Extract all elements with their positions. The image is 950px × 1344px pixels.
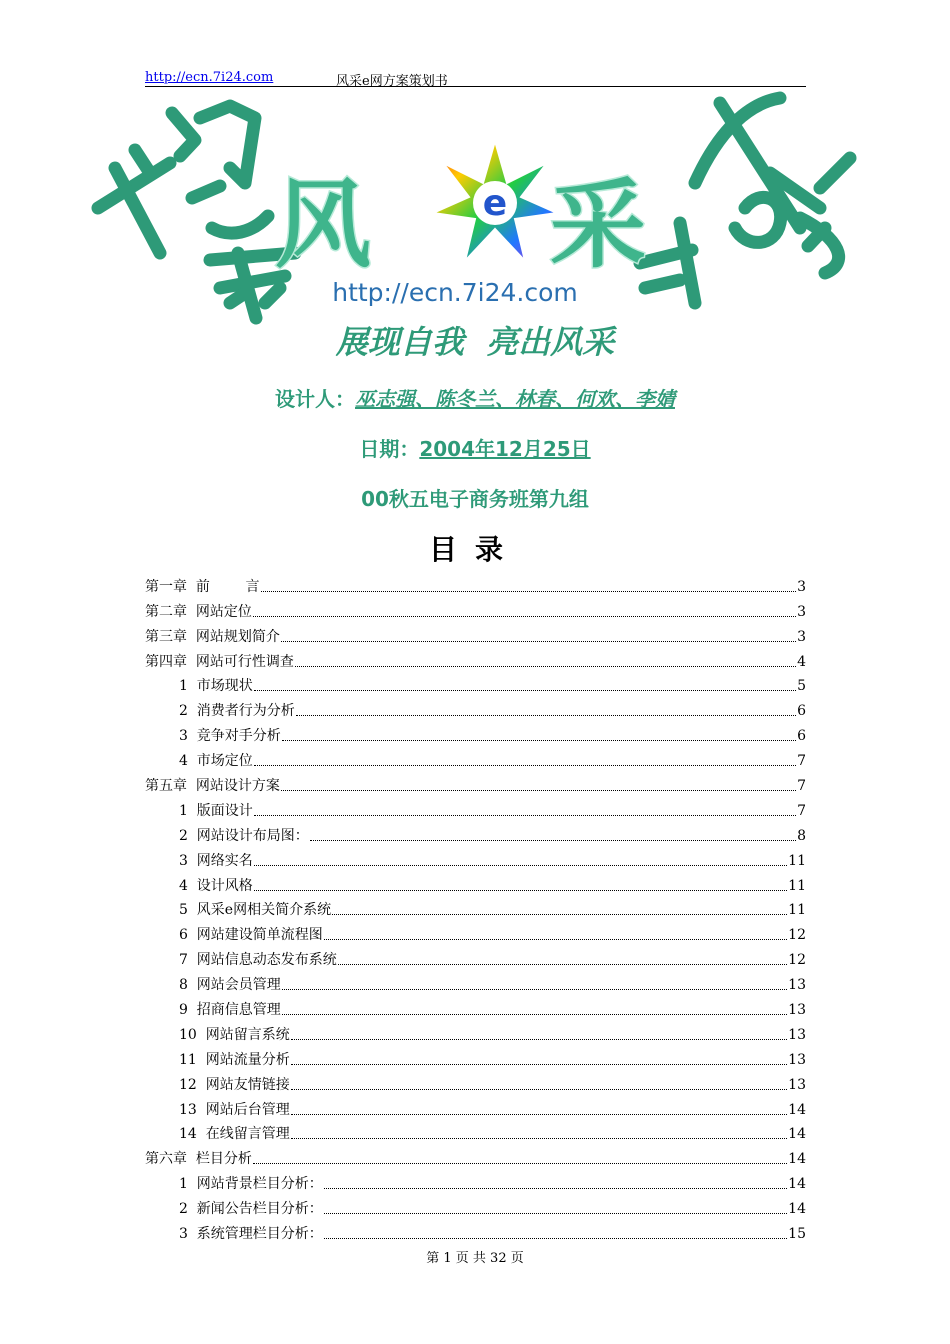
toc-entry-label: 3 竞争对手分析 — [179, 728, 281, 745]
date-label: 日期： — [359, 437, 420, 461]
table-of-contents — [145, 571, 806, 1243]
toc-leader-dots — [295, 666, 796, 667]
toc-entry-label: 第六章 栏目分析 — [145, 1151, 252, 1168]
banner-artwork — [80, 88, 870, 378]
toc-leader-dots — [291, 1089, 787, 1090]
toc-entry-page: 7 — [797, 778, 806, 795]
logo-char-left: 风 — [275, 169, 371, 281]
rainbow-star-icon — [433, 141, 557, 261]
toc-entry-label: 3 系统管理栏目分析： — [179, 1226, 323, 1243]
toc-entry-page: 14 — [788, 1126, 806, 1143]
group-line: 00秋五电子商务班第九组 — [361, 487, 589, 511]
toc-leader-dots — [324, 1188, 787, 1189]
toc-entry[interactable] — [145, 895, 806, 920]
toc-leader-dots — [338, 964, 787, 965]
toc-entry-page: 13 — [788, 1002, 806, 1019]
toc-leader-dots — [282, 740, 796, 741]
toc-entry-label: 11 网站流量分析 — [179, 1051, 290, 1068]
toc-entry-page: 11 — [788, 902, 806, 919]
toc-entry-label: 2 新闻公告栏目分析： — [179, 1201, 323, 1218]
toc-entry-label: 第一章 前 言 — [145, 578, 260, 595]
toc-entry-page: 13 — [788, 1076, 806, 1093]
toc-entry[interactable] — [145, 596, 806, 621]
toc-leader-dots — [296, 715, 796, 716]
designers-names: 巫志强、陈冬兰、林春、何欢、李婧 — [355, 387, 675, 411]
toc-entry-page: 13 — [788, 1026, 806, 1043]
toc-entry[interactable] — [145, 845, 806, 870]
toc-entry[interactable] — [145, 1019, 806, 1044]
toc-leader-dots — [324, 1238, 787, 1239]
toc-entry-page: 14 — [788, 1201, 806, 1218]
toc-entry[interactable] — [145, 621, 806, 646]
toc-entry-label: 9 招商信息管理 — [179, 1002, 281, 1019]
toc-entry-label: 3 网络实名 — [179, 852, 253, 869]
toc-entry-page: 11 — [788, 852, 806, 869]
slogan: 展现自我 亮出风采 — [335, 323, 615, 361]
toc-entry[interactable] — [145, 1119, 806, 1144]
toc-entry-label: 1 网站背景栏目分析： — [179, 1176, 323, 1193]
calligraphy-right-decoration — [640, 98, 850, 303]
toc-leader-dots — [281, 790, 796, 791]
toc-entry-page: 3 — [797, 578, 806, 595]
toc-entry-label: 8 网站会员管理 — [179, 977, 281, 994]
toc-entry-label: 2 消费者行为分析 — [179, 703, 295, 720]
toc-leader-dots — [324, 1213, 787, 1214]
toc-entry-label: 10 网站留言系统 — [179, 1026, 290, 1043]
logo-url: http://ecn.7i24.com — [332, 278, 578, 307]
toc-entry-page: 14 — [788, 1151, 806, 1168]
toc-entry[interactable] — [145, 870, 806, 895]
toc-entry-page: 6 — [797, 703, 806, 720]
toc-entry-page: 15 — [788, 1226, 806, 1243]
header-doc-title: 风采e网方案策划书 — [336, 74, 448, 89]
toc-entry-page: 14 — [788, 1101, 806, 1118]
toc-entry[interactable] — [145, 1094, 806, 1119]
toc-entry-label: 第三章 网站规划简介 — [145, 628, 280, 645]
toc-entry[interactable] — [145, 994, 806, 1019]
toc-entry-page: 6 — [797, 728, 806, 745]
toc-entry-page: 14 — [788, 1176, 806, 1193]
toc-leader-dots — [281, 641, 796, 642]
toc-entry-page: 3 — [797, 603, 806, 620]
toc-entry-page: 7 — [797, 753, 806, 770]
toc-entry[interactable] — [145, 720, 806, 745]
header-url-link[interactable]: http://ecn.7i24.com — [145, 70, 274, 85]
toc-title: 目录 — [428, 533, 521, 566]
designers-line — [0, 383, 950, 412]
toc-leader-dots — [324, 939, 787, 940]
toc-leader-dots — [332, 914, 787, 915]
logo-group — [275, 141, 646, 361]
toc-entry-page: 13 — [788, 977, 806, 994]
toc-leader-dots — [261, 591, 797, 592]
toc-leader-dots — [282, 1014, 787, 1015]
toc-entry-label: 1 市场现状 — [179, 678, 253, 695]
toc-leader-dots — [254, 765, 796, 766]
toc-leader-dots — [291, 1039, 787, 1040]
logo-char-right: 采 — [550, 169, 646, 281]
date-line — [0, 433, 950, 462]
toc-leader-dots — [310, 840, 796, 841]
toc-leader-dots — [291, 1114, 787, 1115]
toc-entry[interactable] — [145, 919, 806, 944]
toc-entry[interactable] — [145, 944, 806, 969]
toc-entry[interactable] — [145, 770, 806, 795]
toc-entry-page: 7 — [797, 802, 806, 819]
toc-entry-label: 第五章 网站设计方案 — [145, 778, 280, 795]
toc-entry[interactable] — [145, 646, 806, 671]
toc-entry[interactable] — [145, 571, 806, 596]
toc-leader-dots — [253, 1163, 787, 1164]
logo-badge-letter: e — [482, 183, 508, 224]
toc-entry-label: 2 网站设计布局图： — [179, 827, 309, 844]
toc-leader-dots — [282, 989, 787, 990]
toc-entry-label: 13 网站后台管理 — [179, 1101, 290, 1118]
calligraphy-left-decoration — [98, 106, 295, 318]
toc-entry[interactable] — [145, 695, 806, 720]
toc-entry[interactable] — [145, 969, 806, 994]
toc-entry[interactable] — [145, 1044, 806, 1069]
toc-leader-dots — [253, 616, 796, 617]
toc-entry-page: 12 — [788, 952, 806, 969]
toc-entry[interactable] — [145, 1069, 806, 1094]
toc-entry-page: 5 — [797, 678, 806, 695]
toc-entry-page: 11 — [788, 877, 806, 894]
toc-leader-dots — [291, 1064, 787, 1065]
toc-entry-label: 12 网站友情链接 — [179, 1076, 290, 1093]
toc-leader-dots — [254, 690, 796, 691]
toc-leader-dots — [254, 865, 787, 866]
toc-entry[interactable] — [145, 820, 806, 845]
toc-leader-dots — [254, 815, 796, 816]
toc-entry-label: 4 市场定位 — [179, 753, 253, 770]
toc-entry[interactable] — [145, 671, 806, 696]
toc-entry-page: 12 — [788, 927, 806, 944]
toc-entry-label: 7 网站信息动态发布系统 — [179, 952, 337, 969]
page-header — [145, 68, 806, 87]
toc-entry-label: 第四章 网站可行性调查 — [145, 653, 294, 670]
toc-entry-label: 5 风采e网相关简介系统 — [179, 902, 332, 919]
date-value: 2004年12月25日 — [419, 437, 591, 461]
toc-entry-page: 3 — [797, 628, 806, 645]
toc-entry-page: 13 — [788, 1051, 806, 1068]
toc-entry[interactable] — [145, 1168, 806, 1193]
toc-entry[interactable] — [145, 1193, 806, 1218]
toc-entry-label: 4 设计风格 — [179, 877, 253, 894]
toc-entry[interactable] — [145, 795, 806, 820]
toc-entry[interactable] — [145, 1218, 806, 1243]
toc-entry[interactable] — [145, 1143, 806, 1168]
page-footer: 第 1 页 共 32 页 — [426, 1251, 524, 1266]
toc-entry-label: 1 版面设计 — [179, 802, 253, 819]
toc-entry-page: 8 — [797, 827, 806, 844]
toc-entry-label: 第二章 网站定位 — [145, 603, 252, 620]
designers-label: 设计人： — [275, 387, 355, 411]
toc-entry-label: 6 网站建设简单流程图 — [179, 927, 323, 944]
toc-leader-dots — [291, 1138, 787, 1139]
toc-leader-dots — [254, 890, 787, 891]
toc-entry-label: 14 在线留言管理 — [179, 1126, 290, 1143]
toc-entry[interactable] — [145, 745, 806, 770]
toc-entry-page: 4 — [797, 653, 806, 670]
